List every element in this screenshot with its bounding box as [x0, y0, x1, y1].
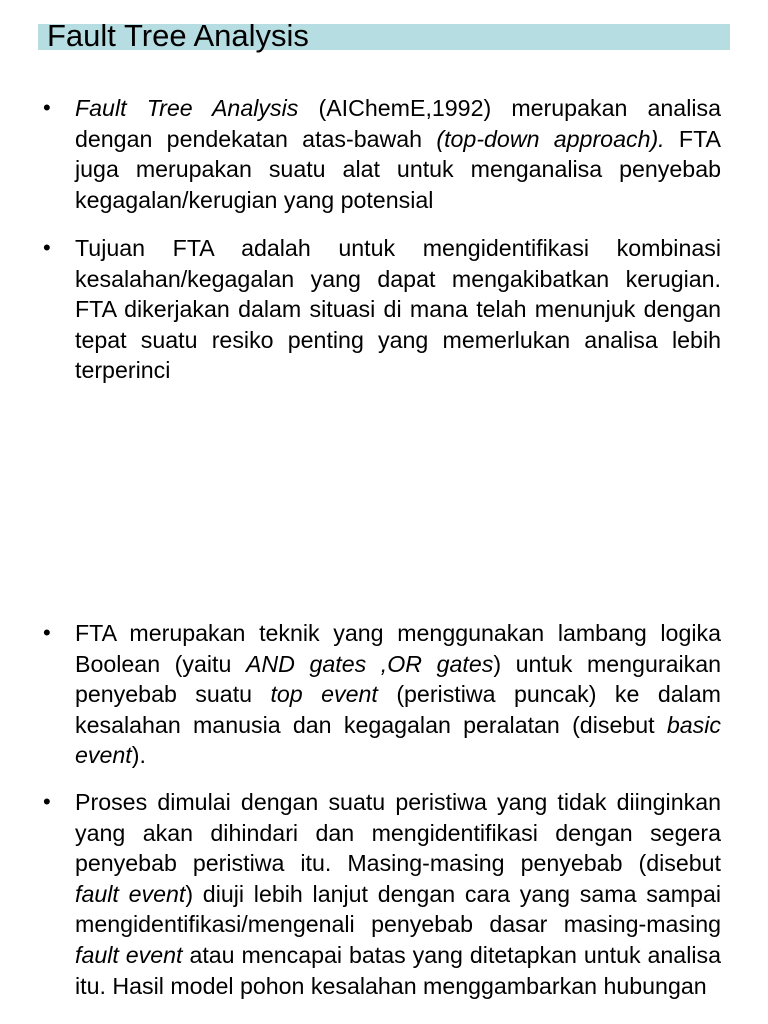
bullet-marker: •	[43, 620, 51, 645]
italic-term: fault event	[75, 880, 186, 907]
italic-term: (top-down approach).	[436, 125, 665, 152]
text-run: ) diuji lebih lanjut dengan cara yang sama sampai mengidentifikasi/mengenali penyebab dasar masing-masing	[75, 880, 728, 938]
italic-term: fault event	[75, 941, 183, 968]
text-run: (peristiwa puncak) ke dalam kesalahan manusia dan kegagalan peralatan (disebut	[75, 681, 728, 738]
text-run: Proses dimulai dengan suatu peristiwa yang tidak diinginkan yang akan dihindari dan mengidentifikasi dengan segera penyebab peristiwa itu. Masing-masing penyebab (disebut	[75, 789, 728, 877]
text-run: FTA merupakan teknik yang menggunakan lambang logika Boolean (yaitu	[75, 620, 728, 677]
bullet-paragraph-3	[75, 618, 728, 771]
page-title: Fault Tree Analysis	[47, 18, 309, 53]
text-run: Tujuan FTA adalah untuk mengidentifikasi kombinasi kesalahan/kegagalan yang dapat mengakibatkan kerugian. FTA dikerjakan dalam situasi di mana telah menunjuk dengan tepat suatu resiko penting yang memerlukan analisa lebih terperinci	[75, 235, 728, 384]
text-run: FTA juga merupakan suatu alat untuk menganalisa penyebab kegagalan/kerugian yang potensial	[75, 125, 728, 213]
italic-term: top event	[270, 681, 378, 708]
text-run: ) untuk menguraikan penyebab suatu	[75, 650, 728, 708]
text-run: atau mencapai batas yang ditetapkan untuk analisa itu. Hasil model pohon kesalahan menggambarkan hubungan	[75, 941, 728, 999]
italic-term: basic event	[75, 711, 728, 769]
italic-term: AND gates ,OR gates	[245, 650, 494, 677]
italic-term: Fault Tree Analysis	[75, 95, 299, 121]
bullet-marker: •	[43, 95, 51, 120]
bullet-paragraph-1	[75, 93, 728, 215]
bullet-marker: •	[43, 235, 51, 260]
bullet-paragraph-4	[75, 787, 728, 1001]
text-run: (AIChemE,1992) merupakan analisa dengan pendekatan atas-bawah	[75, 95, 728, 152]
text-run: ).	[131, 742, 146, 769]
bullet-marker: •	[43, 789, 51, 814]
bullet-paragraph-2	[75, 233, 728, 386]
